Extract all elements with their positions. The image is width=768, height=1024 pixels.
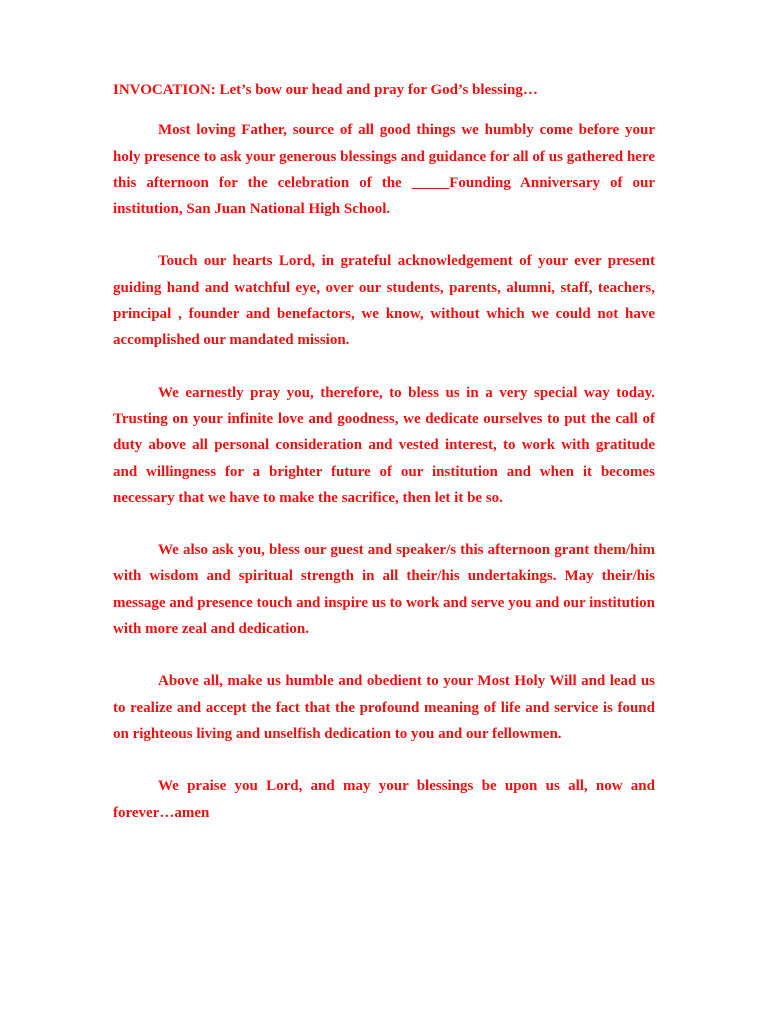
paragraph-opening: Most loving Father, source of all good things we humbly come before your holy presence to ask your generous blessings and guidance for all of us gathered here this afternoon for the celebration of the _____Founding Anniversary of our institution, San Juan National High School. — [113, 122, 655, 218]
paragraph-closing: We praise you Lord, and may your blessings be upon us all, now and forever…amen — [113, 778, 655, 821]
paragraph-gratitude: Touch our hearts Lord, in grateful acknowledgement of your ever present guiding hand and watchful eye, over our students, parents, alumni, staff, teachers, principal , founder and benefactors, we know, without which we could not have accomplished our mandated mission. — [113, 253, 655, 349]
paragraph-dedication: We earnestly pray you, therefore, to bless us in a very special way today. Trusting on your infinite love and goodness, we dedicate ourselves to put the call of duty above all personal consideration and vested interest, to work with gratitude and willingness for a brighter future of our institution and when it becomes necessary that we have to make the sacrifice, then let it be so. — [113, 384, 655, 506]
document-page — [113, 77, 655, 826]
paragraph-guest-speaker: We also ask you, bless our guest and speaker/s this afternoon grant them/him with wisdom and spiritual strength in all their/his undertakings. May their/his message and presence touch and inspire us to work and serve you and our institution with more zeal and dedication. — [113, 542, 655, 638]
paragraph-humility: Above all, make us humble and obedient to your Most Holy Will and lead us to realize and accept the fact that the profound meaning of life and service is found on righteous living and unselfish dedication to you and our fellowmen. — [113, 673, 655, 742]
invocation-heading: INVOCATION: Let’s bow our head and pray for God’s blessing… — [113, 82, 538, 98]
